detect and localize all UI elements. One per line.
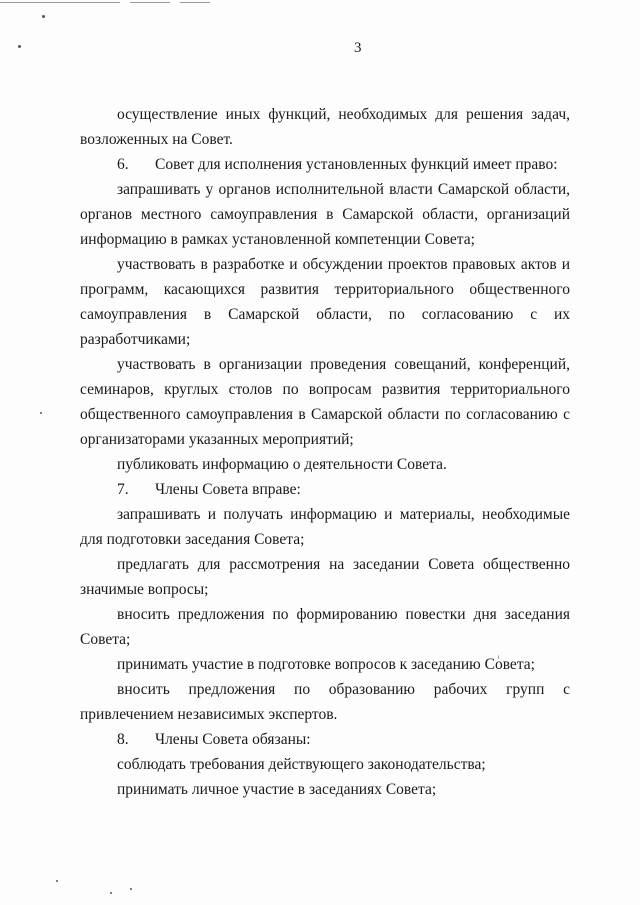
page-number: 3 [354,40,362,56]
paragraph: запрашивать у органов исполнительной власти Самарской области, органов местного самоуправления в Самарской области, организаций информацию в рамках установленной компетенции Совета; [80,181,570,248]
paragraph: участвовать в организации проведения совещаний, конференций, семинаров, круглых столов по вопросам развития территориального общественного самоуправления в Самарской области по согласованию с организаторами указанных мероприятий; [80,356,570,448]
paragraph: принимать личное участие в заседаниях Совета; [117,781,437,798]
paragraph: вносить предложения по формированию повестки дня заседания Совета; [80,606,570,648]
scan-speck [18,45,21,48]
scan-speck [130,888,132,890]
paragraph-number: 7. [117,481,129,498]
scan-speck [56,880,58,882]
numbered-paragraph: 6. Совет для исполнения установленных функций имеет право: [80,152,570,177]
paragraph: вносить предложения по образованию рабочих групп с привлечением независимых экспертов. [80,681,570,723]
paragraph: предлагать для рассмотрения на заседании Совета общественно значимые вопросы; [80,556,570,598]
paragraph: участвовать в разработке и обсуждении проектов правовых актов и программ, касающихся развития территориального общественного самоуправления в Самарской области, по согласованию с их разработчиками; [80,256,570,348]
paragraph: запрашивать и получать информацию и материалы, необходимые для подготовки заседания Совета; [80,506,570,548]
paragraph: соблюдать требования действующего законодательства; [117,756,486,773]
scan-speck [40,412,42,414]
paragraph: принимать участие в подготовке вопросов к заседанию Совета; [117,656,535,673]
scan-edge-mark [0,2,120,3]
paragraph: осуществление иных функций, необходимых для решения задач, возложенных на Совет. [80,106,570,148]
scan-speck [110,892,112,894]
document-body [80,102,570,802]
numbered-paragraph: 8. Члены Совета обязаны: [80,727,570,752]
scan-edge-mark [130,2,170,3]
paragraph: публиковать информацию о деятельности Совета. [117,456,447,473]
scan-edge-mark [180,2,210,3]
paragraph-number: 6. [117,156,129,173]
paragraph-number: 8. [117,731,129,748]
numbered-paragraph: 7. Члены Совета вправе: [80,477,570,502]
scan-speck [42,15,45,18]
